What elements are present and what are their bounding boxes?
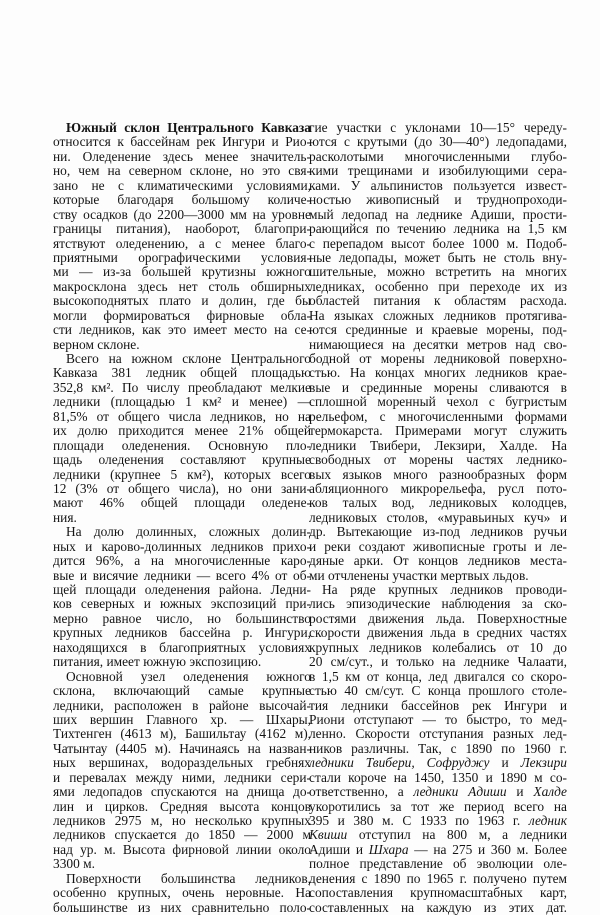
text-run: расколотыми многочисленными глубо- [309,148,567,164]
text-line [309,121,567,135]
text-run: высокоподнятых плато и долин, где бы [53,293,311,309]
text-run: вые и срединные морены сливаются в [309,379,567,395]
text-line [309,193,567,207]
text-line [53,309,311,323]
text-line [53,569,311,583]
text-line [309,164,567,178]
paragraph [53,352,311,525]
text-line [53,251,311,265]
text-line [53,901,311,915]
text-line [309,857,567,871]
text-run: На ряде крупных ледников проводи- [322,582,567,597]
text-line [53,395,311,409]
text-line [53,222,311,236]
text-line [309,771,567,785]
text-run: сти ледников, как это имеет место на се- [53,322,311,338]
text-line [309,208,567,222]
text-run: площади оледенения. Основную пло- [53,437,311,453]
text-line [53,554,311,568]
text-line [53,655,311,669]
text-run: ледников 2975 м, но несколько крупных [53,813,311,828]
text-run: стью. На концах многих ледников крае- [309,365,567,381]
text-run: которые благодаря большому количе- [53,192,311,208]
paragraph [309,583,567,915]
text-run: Чатынтау (4405 м). Начинаясь на назван- [53,740,311,756]
text-run: Тихтенген (4613 м), Башильтау (4162 м), [53,726,311,742]
text-run: составленных на каждую из этих дат. [309,899,567,915]
text-run: 20 см/сут., и только на леднике Чалаати, [309,654,567,670]
text-line [53,280,311,294]
text-run: ству осадков (до 2200—3000 мм на уровне [53,206,311,222]
text-line [309,453,567,467]
paragraph [53,121,311,352]
text-line [53,150,311,164]
text-run: ледниковых столов, «муравьиных куч» и [309,509,567,525]
text-run: мый ледопад на леднике Адиши, прости- [309,206,567,222]
text-run: и перевалах между ними, ледники сери- [53,769,311,785]
text-line [53,699,311,713]
text-line [309,612,567,626]
text-run: относится к бассейнам рек Ингури и Рио- [53,134,311,150]
text-line [309,511,567,525]
text-run: денения с 1890 по 1965 г. получено путем [309,870,567,886]
text-run: 81,5% от общего числа ледников, но на [53,408,311,424]
text-line [309,597,567,611]
text-run: ми — из-за большей крутизны южного [53,264,311,280]
text-run: крупных ледников колебались от 10 до [309,639,567,655]
text-line [309,424,567,438]
text-run: 352,8 км². По числу преобладают мелкие [53,379,311,395]
text-line [53,439,311,453]
text-line [53,323,311,337]
text-line [309,482,567,496]
text-run: полное представление об эволюции оле- [309,856,567,872]
text-line [53,525,311,539]
text-line [53,756,311,770]
text-line [53,713,311,727]
text-run: щей площади оледенения района. Ледни- [53,582,311,597]
text-line [309,800,567,814]
text-run: ками. У альпинистов пользуется извест- [309,177,567,193]
text-run: кими трещинами и изобилующими сера- [309,163,567,179]
text-line [53,121,311,135]
text-run: укоротились за тот же период всего на [309,798,567,814]
text-line [309,583,567,597]
text-run: Адиши и [309,841,369,857]
text-run: 12 (3% от общего числа), но они зани- [53,480,311,496]
text-run: ледники, расположен в районе высочай- [53,697,311,713]
text-run: их долю приходится менее 21% общей [53,423,311,439]
text-line [309,222,567,236]
text-run: лись эпизодические наблюдения за ско- [309,596,567,612]
text-run: и [506,784,534,800]
text-line [309,569,567,583]
text-run: На языках сложных ледников протягива- [309,307,567,323]
text-line [309,626,567,640]
text-line [309,727,567,741]
text-line [53,265,311,279]
text-run: 395 и 380 м. С 1933 по 1963 г. [309,813,529,828]
text-run: крупных ледников бассейна р. Ингури, [53,625,311,641]
text-line [309,641,567,655]
text-run: рельефом, с многочисленными формами [309,408,567,424]
text-line [53,164,311,178]
text-line [309,699,567,713]
text-line [53,843,311,857]
text-run: могли формироваться фирновые обла- [53,307,311,323]
text-line [309,872,567,886]
text-run: областей питания к областям расхода. [309,293,567,309]
text-run: над ур. м. Высота фирновой линии около [53,841,311,857]
text-run: дится 96%, а на многочисленные каро- [53,553,311,569]
text-run: ледников спускается до 1850 — 2000 м [53,827,311,843]
text-line [53,872,311,886]
text-line [309,237,567,251]
text-run: бодной от морены ледниковой поверхно- [309,351,567,366]
text-run: питания, имеет южную экспозицию. [53,654,262,670]
text-run: — на 275 и 360 м. Более [408,841,567,857]
italic-term: Шхара [368,841,409,857]
text-run: ников различны. Так, с 1890 по 1960 г. [309,740,567,756]
text-run: ются срединные и краевые морены, под- [309,322,567,338]
text-line [309,655,567,669]
text-run: На долю долинных, сложных долин- [66,524,311,540]
text-line [309,540,567,554]
text-run: Поверхности большинства ледников, [66,870,311,886]
text-line [309,901,567,915]
text-run: мерно равное число, но большинство [53,610,311,626]
text-line [309,338,567,352]
text-run: ятствуют оледенению, а с менее благо- [53,235,311,251]
text-run: тия ледники бассейнов рек Ингури и [309,697,567,713]
text-line [53,785,311,799]
text-column-left [53,121,311,915]
text-run: верном склоне. [53,336,140,352]
text-line [53,814,311,828]
paragraph [53,525,311,669]
text-run: нимающиеся на десятки метров над сво- [309,336,567,352]
text-run: границы питания), наоборот, благопри- [53,221,311,237]
text-run: ростями движения льда. Поверхностные [309,610,567,626]
text-line [309,439,567,453]
text-run: ков северных и южных экспозиций при- [53,596,311,612]
text-run: рающийся по течению ледника на 1,5 км [309,221,567,237]
italic-term: Лекзири [520,755,567,771]
text-line [309,525,567,539]
text-run: абляционного микрорельефа, русл пото- [309,480,567,496]
text-line [309,179,567,193]
text-line [53,381,311,395]
text-run: мают 46% общей площади оледене- [53,495,311,511]
text-line [309,352,567,366]
text-line [53,857,311,871]
text-run: лин и цирков. Средняя высота концов [53,798,311,814]
text-line [309,756,567,770]
text-run: дяные арки. От концов ледников места- [309,553,567,569]
text-run: вых языков много разнообразных форм [309,466,567,482]
paragraph [53,670,311,872]
text-line [309,294,567,308]
text-line [309,554,567,568]
text-line [53,468,311,482]
text-line [53,496,311,510]
text-line [309,828,567,842]
text-line [53,641,311,655]
paragraph [309,121,567,583]
text-run: ные ледопады, может быть не столь вну- [309,249,567,265]
text-run: особенно крупных, очень неровные. На [53,885,311,901]
text-run: ни. Оледенение здесь менее значитель- [53,148,311,164]
text-line [309,381,567,395]
text-line [309,395,567,409]
italic-term: Квиши [309,827,348,843]
text-line [309,309,567,323]
text-line [53,583,311,597]
text-run: шительные, можно встретить на многих [309,264,567,280]
text-line [53,886,311,900]
italic-term: ледники Твибери, Софруджу [309,755,490,771]
text-run: ледники Твибери, Лекзири, Халде. На [309,437,567,453]
text-run: отступил на 800 м, а ледники [347,827,567,843]
text-line [53,410,311,424]
text-run: вые и висячие ледники — всего 4% от об- [53,567,311,583]
text-run: ленно. Скорости отступания разных лед- [309,726,567,742]
text-line [53,612,311,626]
text-line [309,251,567,265]
text-line [53,453,311,467]
text-line [53,193,311,207]
text-line [309,496,567,510]
text-run: ответственно, а [309,784,414,800]
text-line [53,800,311,814]
text-line [309,135,567,149]
text-line [53,742,311,756]
text-line [309,323,567,337]
text-line [53,338,311,352]
text-line [53,540,311,554]
text-line [309,843,567,857]
text-run: макросклона здесь нет столь обширных [53,278,311,294]
text-line [53,597,311,611]
section-heading: Южный склон Центрального Кавказа [66,120,311,135]
text-line [53,366,311,380]
text-line [309,150,567,164]
text-run: ния. [53,509,77,525]
text-run: приятными орографическими условия- [53,249,311,265]
text-run: сплошной моренный чехол с бугристым [309,394,567,410]
text-run: гие участки с уклонами 10—15° череду- [309,120,567,135]
text-line [309,670,567,684]
text-line [53,626,311,640]
text-run: щадь оледенения составляют крупные [53,452,311,468]
text-run: находящихся в благоприятных условиях [53,639,311,655]
text-line [53,208,311,222]
text-line [309,742,567,756]
text-run: др. Вытекающие из-под ледников ручьи [309,524,567,540]
text-run: зано не с климатическими условиями, [53,177,311,193]
text-run: ледники (крупнее 5 км²), которых всего [53,466,311,482]
text-run: ледники (площадью 1 км² и менее) — [53,394,311,410]
text-run: сопоставления крупномасштабных карт, [309,885,567,901]
paragraph [53,872,311,915]
text-run: ми отчленены участки мертвых льдов. [309,567,529,583]
text-run: ются с крутыми (до 30—40°) ледопадами, [309,134,567,150]
text-run: термокарста. Примерами могут служить [309,423,567,439]
text-line [53,511,311,525]
italic-term: ледник [528,813,567,828]
text-run: ших вершин Главного хр. — Шхары, [53,711,311,727]
text-run: стью 40 см/сут. С конца прошлого столе- [309,683,567,699]
text-line [309,280,567,294]
text-line [309,366,567,380]
text-run: и реки создают живописные гроты и ле- [309,538,567,554]
text-line [309,814,567,828]
text-run: ледниках, особенно при переходе их из [309,278,567,294]
text-line [53,179,311,193]
text-line [53,424,311,438]
text-line [309,785,567,799]
text-line [53,135,311,149]
text-line [53,684,311,698]
text-run: Кавказа 381 ледник общей площадью [53,365,311,381]
text-run: Всего на южном склоне Центрального [66,351,311,366]
text-line [53,828,311,842]
text-run: Риони отступают — то быстро, то мед- [309,711,567,727]
text-run: ных вершинах, водораздельных гребнях [53,755,311,771]
italic-term: ледники Адиши [413,784,507,800]
text-run: в 1,5 км от конца, лед двигался со скоро- [309,668,567,684]
text-line [53,237,311,251]
italic-term: Халде [533,784,567,800]
text-line [309,468,567,482]
text-run: ков талых вод, ледниковых колодцев, [309,495,567,511]
text-line [53,771,311,785]
text-run: ями ледопадов спускаются на днища до- [53,784,311,800]
text-run: свободных от морены частях леднико- [309,452,567,468]
text-line [309,886,567,900]
text-run: и [489,755,521,771]
text-run: но, чем на северном склоне, но это свя- [53,163,311,179]
text-line [53,352,311,366]
text-column-right [309,121,567,915]
text-run: стали короче на 1450, 1350 и 1890 м со- [309,769,567,785]
text-run: большинстве из них сравнительно поло- [53,899,311,915]
text-run: ностью живописный и труднопроходи- [309,192,567,208]
text-line [53,482,311,496]
text-line [309,410,567,424]
text-line [309,265,567,279]
text-line [53,670,311,684]
text-run: с перепадом высот более 1000 м. Подоб- [309,235,567,251]
text-line [309,684,567,698]
text-run: 3300 м. [53,856,95,872]
text-run: Основной узел оледенения южного [66,668,311,684]
text-line [53,727,311,741]
text-run: склона, включающий самые крупные [53,683,311,699]
text-line [53,294,311,308]
text-run: скорости движения льда в средних частях [309,625,567,641]
text-run: ных и карово-долинных ледников прихо- [53,538,311,554]
text-line [309,713,567,727]
